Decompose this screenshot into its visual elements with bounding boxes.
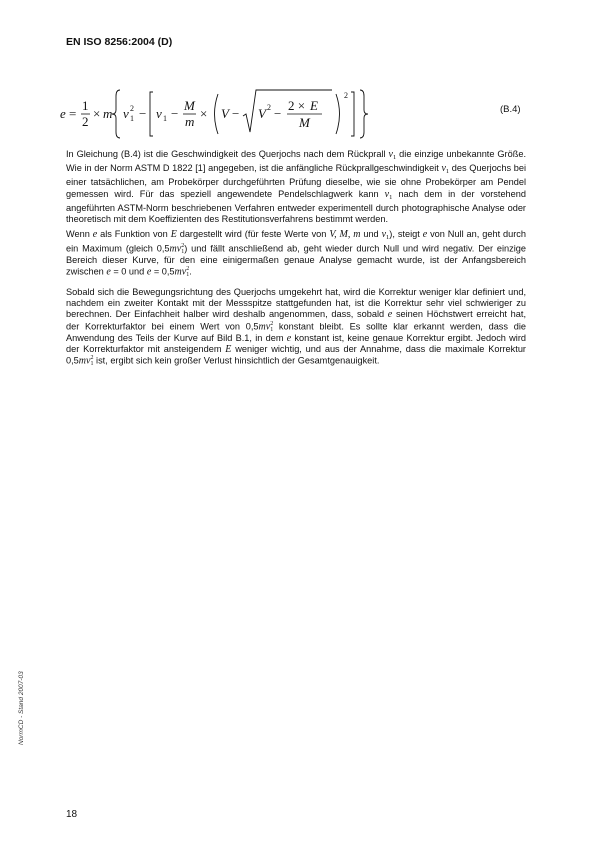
svg-text:2: 2 [344,91,348,100]
svg-text:×: × [93,106,101,121]
svg-text:−: − [274,106,282,121]
svg-text:−: − [232,106,240,121]
svg-text:−: − [171,106,179,121]
svg-text:=: = [69,106,77,121]
svg-text:1: 1 [82,98,89,113]
paragraph-3: Sobald sich die Bewegungsrichtung des Querjochs umgekehrt hat, wird die Korrektur weniger klar definiert und, nachdem ein zweiter Kontakt mit der Messspitze stattgefunden hat, ist die Korrektur sehr viel schwieriger zu berechnen. Der Einfachheit halber wird deshalb angenommen, dass, sobald e seinen Höchstwert erreicht hat, der Korrekturfaktor bei einem Wert von 0,5mv2 1 konstant bleibt. Es sollte klar erkannt werden, dass die Anwendung des Teils der Kurve auf Bild B.1, in dem e konstant ist, keine genaue Korrektur ergibt. Jedoch wird der Korrekturfaktor mit ansteigendem E weniger wichtig, und aus der Annahme, dass die maximale Korrektur 0,5mv2 1 ist, ergibt sich kein großer Verlust hinsichtlich der Gesamtgenauigkeit. [66,287,526,368]
svg-text:2: 2 [267,103,271,112]
equation-b4 [60,86,530,142]
side-watermark: NormCD - Stand 2007-03 [18,671,25,745]
svg-text:M: M [299,115,310,130]
svg-text:m: m [185,114,195,129]
svg-text:e: e [60,106,66,121]
equation-graphic [60,86,500,142]
svg-text:V: V [221,106,229,121]
document-header: EN ISO 8256:2004 (D) [66,36,173,48]
svg-text:2: 2 [130,104,134,113]
paragraph-1: In Gleichung (B.4) ist die Geschwindigkeit des Querjochs nach dem Rückprall $v_1$ die einzige unbekannte Größe. Wie in der Norm ASTM D 1822 [1] angegeben, ist die anfängliche Rückprallgeschwindigkeit $v_1$ des Querjochs bei einer tatsächlichen, am Probekörper durchgeführten Prüfung dieselbe, wie sie ohne Probekörper am Pendel gemessen wird. Für das speziell angewendete Pendelschlagwerk kann $v_1$ nach dem in der vorstehend angeführten ASTM-Norm beschriebenen Verfahren entweder experimentell durch photographische Analyse oder theoretisch mit dem Koeffizienten des Restitutionsverfahrens bestimmt werden. [66,149,527,225]
equation-number: (B.4) [500,104,521,115]
svg-text:E: E [310,98,318,113]
svg-text:−: − [139,106,147,121]
svg-text:1: 1 [163,114,167,123]
paragraph-2: Wenn e als Funktion von E dargestellt wird (für feste Werte von V, M, m und $v_1$), steigt e von Null an, geht durch ein Maximum (gleich 0,5mv2 1) und fällt anschließend ab, geht wieder durch Null und wird negativ. Der einzige Bereich dieser Kurve, für den eine einigermaßen genaue Analyse gemacht wurde, ist der Anfangsbereich zwischen e = 0 und e = 0,5mv2 1. [66,229,527,279]
svg-text:V: V [258,106,266,121]
svg-text:1: 1 [130,114,134,123]
svg-text:2: 2 [82,114,89,129]
svg-text:2 ×: 2 × [288,98,306,113]
svg-text:×: × [200,106,208,121]
page-number: 18 [66,809,78,820]
svg-text:v: v [156,106,162,121]
svg-text:v: v [123,106,129,121]
svg-text:M: M [184,98,195,113]
svg-text:m: m [103,106,113,121]
